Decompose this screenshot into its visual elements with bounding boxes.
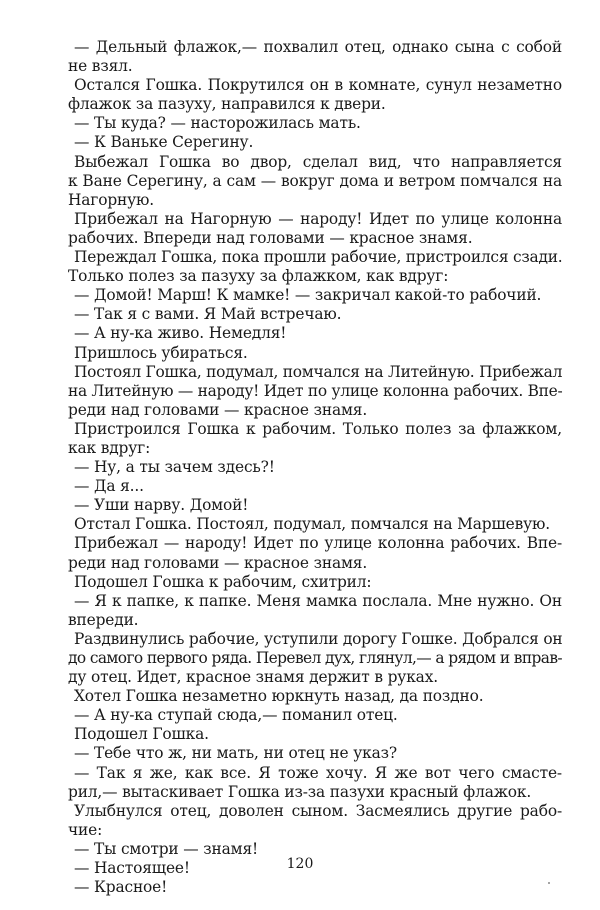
text-line: — Ты смотри — знамя! bbox=[74, 839, 259, 858]
text-line: — Красное! bbox=[74, 878, 168, 897]
text-line: — Домой! Марш! К мамке! — закричал какой-то рабочий. bbox=[74, 286, 542, 305]
text-line: до самого первого ряда. Перевел дух, глянул,— а рядом и вправ- bbox=[68, 649, 562, 667]
text-line: — Так я с вами. Я Май встречаю. bbox=[74, 305, 342, 324]
text-line: Остался Гошка. Покрутился он в комнате, сунул незаметно bbox=[74, 76, 562, 95]
text-line: — А ну-ка ступай сюда,— поманил отец. bbox=[74, 706, 398, 725]
text-line: Раздвинулись рабочие, уступили дорогу Гошке. Добрался он bbox=[74, 629, 563, 648]
text-line: Нагорную. bbox=[68, 190, 155, 209]
text-line: Выбежал Гошка во двор, сделал вид, что направляется bbox=[74, 152, 562, 171]
text-line: Хотел Гошка незаметно юркнуть назад, да поздно. bbox=[74, 687, 484, 706]
text-line: реди над головами — красное знамя. bbox=[68, 553, 368, 572]
text-line: не взял. bbox=[68, 57, 133, 76]
text-line: Постоял Гошка, подумал, помчался на Литейную. Прибежал bbox=[74, 362, 563, 381]
print-speck bbox=[548, 882, 550, 884]
text-line: — Ну, а ты зачем здесь?! bbox=[74, 458, 275, 477]
text-line: на Литейную — народу! Идет по улице колонна рабочих. Впе- bbox=[68, 381, 563, 400]
text-line: Пришлось убираться. bbox=[74, 343, 248, 362]
text-line: — Тебе что ж, ни мать, ни отец не указ? bbox=[74, 744, 397, 763]
text-line: ду отец. Идет, красное знамя держит в руках. bbox=[68, 668, 438, 687]
text-line: — Так я же, как все. Я тоже хочу. Я же вот чего смасте- bbox=[74, 763, 562, 782]
text-line: как вдруг: bbox=[68, 438, 151, 457]
text-line: Только полез за пазуху за флажком, как вдруг: bbox=[68, 267, 449, 286]
text-line: реди над головами — красное знамя. bbox=[68, 400, 368, 419]
text-line: — Уши нарву. Домой! bbox=[74, 496, 249, 515]
text-line: к Ване Серегину, а сам — вокруг дома и ветром помчался на bbox=[68, 171, 562, 190]
text-line: — А ну-ка живо. Немедля! bbox=[74, 324, 287, 343]
text-line: рабочих. Впереди над головами — красное знамя. bbox=[68, 228, 473, 247]
text-line: Пристроился Гошка к рабочим. Только полез за флажком, bbox=[74, 419, 562, 438]
text-line: чие: bbox=[68, 820, 103, 839]
text-line: Прибежал — народу! Идет по улице колонна рабочих. Впе- bbox=[74, 534, 562, 553]
text-line: — Настоящее! bbox=[74, 859, 190, 878]
text-line: — Ты куда? — насторожилась мать. bbox=[74, 114, 361, 133]
text-line: флажок за пазуху, направился к двери. bbox=[68, 95, 386, 114]
page-body bbox=[68, 38, 562, 897]
page-number: 120 bbox=[286, 856, 314, 872]
text-line: Прибежал на Нагорную — народу! Идет по улице колонна bbox=[74, 209, 562, 228]
text-line: Подошел Гошка. bbox=[74, 725, 209, 744]
text-line: рил,— вытаскивает Гошка из-за пазухи красный флажок. bbox=[68, 782, 532, 801]
text-line: — Дельный флажок,— похвалил отец, однако сына с собой bbox=[74, 38, 562, 56]
text-line: Подошел Гошка к рабочим, схитрил: bbox=[74, 572, 372, 591]
text-line: — К Ваньке Серегину. bbox=[74, 133, 254, 152]
text-line: впереди. bbox=[68, 610, 139, 629]
text-line: Улыбнулся отец, доволен сыном. Засмеялись другие рабо- bbox=[74, 801, 562, 820]
text-line: Переждал Гошка, пока прошли рабочие, пристроился сзади. bbox=[74, 248, 563, 267]
text-line: — Да я... bbox=[74, 477, 144, 496]
text-line: Отстал Гошка. Постоял, подумал, помчался на Маршевую. bbox=[74, 515, 551, 534]
text-line: — Я к папке, к папке. Меня мамка послала. Мне нужно. Он bbox=[74, 591, 562, 610]
